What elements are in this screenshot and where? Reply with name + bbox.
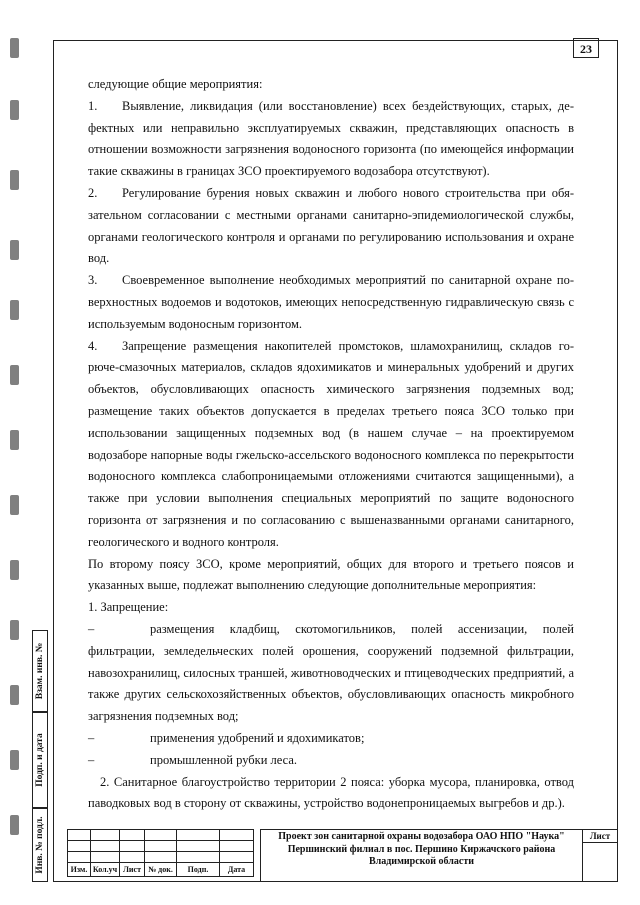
project-title-line: Проект зон санитарной охраны водозабора ОАО НПО "Наука" — [278, 831, 565, 842]
binding-hole — [10, 560, 19, 580]
binding-hole — [10, 430, 19, 450]
item-number: 4. — [88, 338, 98, 353]
item-text-rest: рюче-смазочных материалов, складов ядохимикатов и минеральных удобрений и других объектов, обусловливающих опасность химического загрязнения подземных вод; размещение таких объектов допускается в пределах третьего пояса ЗСО только при использовании защищенных подземных вод (в нашем случае – на проектируемом водозаборе напорные воды гжельско-ассельского водоносного комплекса по перекрытости водоносного комплекса слабопроницаемыми отложениями считаются защищенными), а также при условии выполнения специальных мероприятий по защите водоносного горизонта от загрязнения и по согласованию с вышеназванными органами санитарного, геологического и водного контроля. — [88, 360, 574, 549]
binding-hole — [10, 38, 19, 58]
col-doc: № док. — [145, 863, 177, 877]
item-number: 2. — [88, 185, 98, 200]
prohibition-text: промышленной рубки леса. — [150, 752, 298, 767]
item-text: Регулирование бурения новых скважин и любого нового строительства при обя- — [122, 185, 574, 200]
binding-hole — [10, 750, 19, 770]
prohibition-item — [88, 619, 574, 728]
item-text-rest: фектных или неправильно эксплуатируемых скважин, представляющих опасность в отношении возможности загрязнения водоносного горизонта (по имеющейся информации такие скважины в границах ЗСО проектируемого водозабора отсутствуют). — [88, 120, 574, 179]
binding-hole — [10, 495, 19, 515]
side-label: Инв. № подл. — [35, 816, 45, 874]
prohibition-text: применения удобрений и ядохимикатов; — [150, 730, 365, 745]
sheet-label: Лист — [583, 830, 617, 843]
item-text-rest: зательном согласовании с местными органами санитарно-эпидемиологической службы, органами геологического контроля и органами по регулированию использования и охране вод. — [88, 207, 574, 266]
col-data: Дата — [220, 863, 254, 877]
item-text: Своевременное выполнение необходимых мероприятий по санитарной охране по- — [122, 273, 574, 288]
list-item — [88, 183, 574, 270]
dash-bullet: – — [88, 621, 95, 636]
page-number: 23 — [573, 38, 599, 58]
project-title-line: Владимирской области — [368, 856, 475, 867]
project-title-line: Першинский филиал в пос. Першино Киржачского района — [287, 843, 556, 855]
item-text: Выявление, ликвидация (или восстановление) всех бездействующих, старых, де- — [122, 98, 574, 113]
side-inv-podl — [32, 808, 48, 882]
prohibition-text: размещения кладбищ, скотомогильников, полей ассенизации, полей фильтрации, земледельческих полей орошения, сооружений подземной фильтрации, навозохранилищ, силосных траншей, животноводческих и птицеводческих предприятий, а также других сельскохозяйственных объектов, обусловливающих опасность микробного загрязнения подземных вод; — [88, 621, 574, 724]
revision-table — [67, 829, 254, 877]
item-number: 3. — [88, 273, 98, 288]
binding-hole — [10, 170, 19, 190]
binding-hole — [10, 300, 19, 320]
prohibition-item — [88, 750, 574, 772]
list-item — [88, 336, 574, 554]
intro-paragraph: следующие общие мероприятия: — [88, 77, 263, 91]
side-label: Взам. инв. № — [35, 642, 45, 700]
col-list: Лист — [120, 863, 145, 877]
side-podp-data — [32, 712, 48, 808]
item-number: 1. — [88, 98, 98, 113]
list-item — [88, 270, 574, 335]
sheet-cell — [583, 829, 618, 882]
col-kol-uch: Кол.уч — [91, 863, 120, 877]
binding-hole — [10, 100, 19, 120]
title-block — [67, 829, 618, 882]
side-label: Подп. и дата — [35, 733, 45, 787]
project-title — [260, 829, 583, 882]
col-izm: Изм. — [68, 863, 91, 877]
item-text-rest: верхностных водоемов и водотоков, имеющих непосредственную гидравлическую связь с используемым водоносным горизонтом. — [88, 294, 574, 331]
list-item — [88, 96, 574, 183]
binding-hole — [10, 620, 19, 640]
prohibition-item — [88, 728, 574, 750]
second-belt-intro: По второму поясу ЗСО, кроме мероприятий, общих для второго и третьего поясов и указанных выше, подлежат выполнению следующие дополнительные мероприятия: — [88, 556, 574, 593]
dash-bullet: – — [88, 752, 95, 767]
prohibition-heading: 1. Запрещение: — [88, 600, 169, 615]
col-podp: Подп. — [177, 863, 220, 877]
binding-hole — [10, 685, 19, 705]
binding-hole — [10, 240, 19, 260]
sanitary-paragraph: 2. Санитарное благоустройство территории 2 пояса: уборка мусора, планировка, отвод паводковых вод в сторону от скважины, устройство водонепроницаемых выгребов и др.). — [88, 774, 574, 811]
binding-hole — [10, 815, 19, 835]
item-text: Запрещение размещения накопителей промстоков, шламохранилищ, складов го- — [122, 338, 574, 353]
binding-hole — [10, 365, 19, 385]
binding-edge — [0, 0, 28, 905]
dash-bullet: – — [88, 730, 95, 745]
side-vzam-inv — [32, 630, 48, 712]
document-body — [88, 74, 574, 815]
